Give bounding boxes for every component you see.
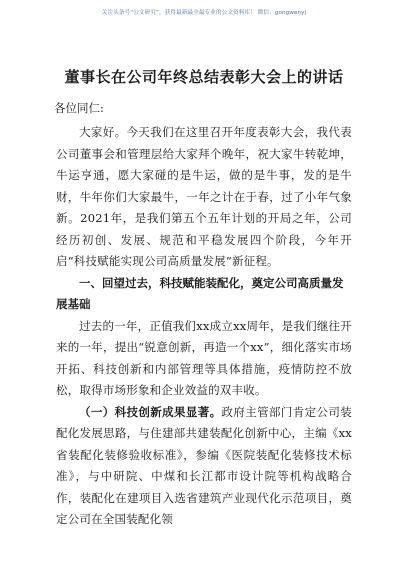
paragraph-innovation [56, 402, 352, 531]
paragraph-review: 过去的一年，正值我们xx成立xx周年，是我们继往开来的一年，提出“锐意创新，再造一个xx”，细化落实市场开拓、科技创新和内部管理等具体措施，疫情防控不放松，取得市场形象和企业效益的双丰收。 [56, 318, 352, 397]
header-banner: 关注头条号“公文研究”，获得最新最全最专业的公文资料库！ 微信：gongwenyj [101, 10, 307, 16]
subheading-innovation: （一）科技创新成果显著。 [79, 404, 222, 419]
page-title: 董事长在公司年终总结表彰大会上的讲话 [64, 68, 344, 86]
salutation: 各位同仁: [54, 101, 104, 115]
document-body [56, 66, 352, 531]
paragraph-innovation-text: 政府主管部门肯定公司装配化发展思路，与住建部共建装配化创新中心，主编《xx省装配化装修验收标准》，参编《医院装配化装修技术标准》，与中研院、中煤和长江都市设计院等机构战略合作，装配化在建项目入选省建筑产业现代化示范项目，奠定公司在全国装配化领 [56, 404, 352, 526]
section-heading-1: 一、回望过去，科技赋能装配化，奠定公司高质量发展基础 [56, 275, 344, 311]
paragraph-intro: 大家好。今天我们在这里召开年度表彰大会，我代表公司董事会和管理层给大家拜个晚年，祝大家牛转乾坤，牛运亨通，愿大家碰的是牛运，做的是牛事，发的是牛财，牛年你们大家最牛，一年之计在于春，过了小年气象新。2021年，是我们第五个五年计划的开局之年，公司经历初创、发展、规范和平稳发展四个阶段，今年开启“科技赋能实现公司高质量发展”新征程。 [56, 125, 352, 268]
